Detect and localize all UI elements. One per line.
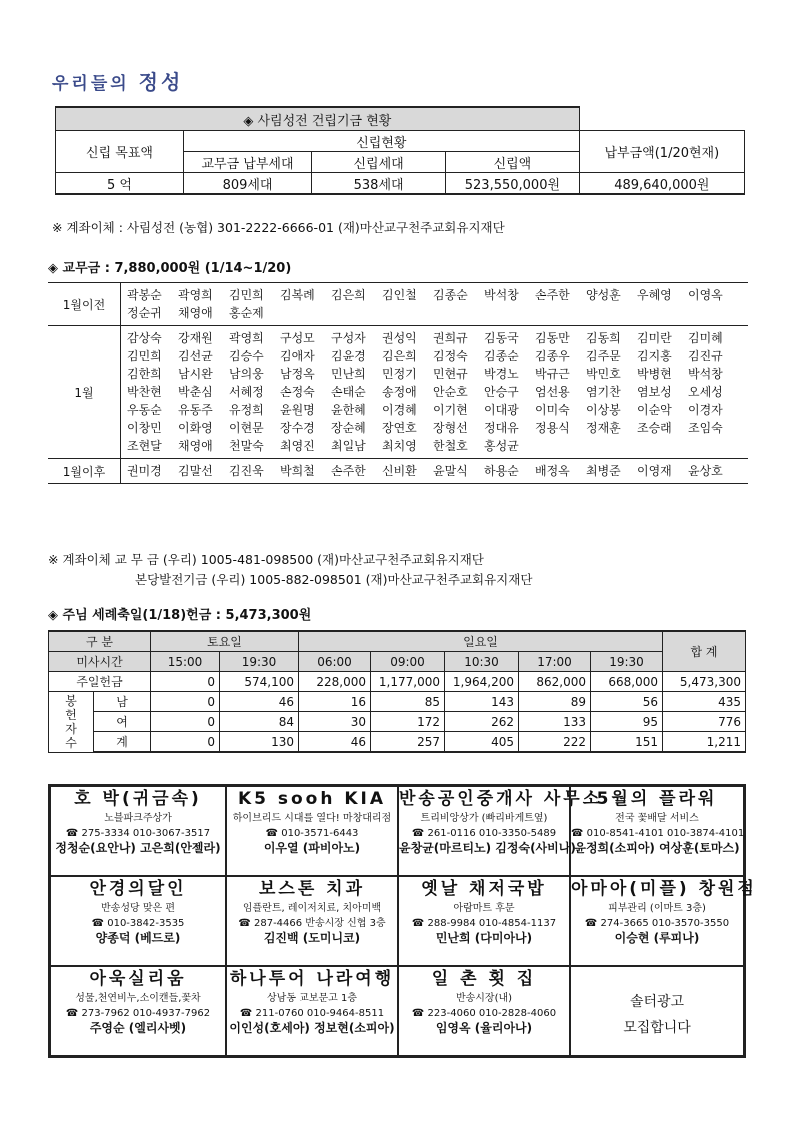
ad-name: K5 sooh KIA (237, 789, 387, 809)
donor-name: 이영옥 (688, 288, 723, 302)
sum-cell: 257 (371, 732, 445, 753)
donor-name: 이화영 (178, 421, 213, 435)
offering-cell: 574,100 (220, 672, 299, 692)
donor-name: 유동주 (178, 403, 213, 417)
male-cell: 46 (220, 692, 299, 712)
donor-name: 장순혜 (331, 421, 366, 435)
female-label: 여 (94, 712, 151, 732)
page-title-emphasis: 정성 (138, 70, 184, 94)
sum-cell: 130 (220, 732, 299, 753)
ad-owner: 윤창균(마르티노) 김정숙(사비나) (399, 841, 576, 855)
donor-name: 이현문 (229, 421, 264, 435)
ad-name: 옛날 채저국밥 (421, 879, 547, 899)
ad-line: 반송성당 맞은 편 (101, 903, 175, 914)
ad-owner: 양종덕 (베드로) (95, 931, 181, 945)
donor-name: 이상봉 (586, 403, 621, 417)
male-cell: 0 (151, 692, 220, 712)
donor-name: 박석창 (484, 288, 519, 302)
female-cell: 84 (220, 712, 299, 732)
female-cell: 95 (591, 712, 663, 732)
donor-name: 유정희 (229, 403, 264, 417)
donor-name: 송정애 (382, 385, 417, 399)
donor-name: 장수경 (280, 421, 315, 435)
sum-cell: 405 (445, 732, 519, 753)
donor-name: 손주한 (535, 288, 570, 302)
fund-target-value: 5 억 (56, 173, 184, 195)
donor-name: 곽영희 (178, 288, 213, 302)
offering-cell: 1,964,200 (445, 672, 519, 692)
female-cell: 30 (299, 712, 371, 732)
ad-line: 피부관리 (이마트 3층) (608, 903, 706, 914)
female-total: 776 (663, 712, 746, 732)
mass-time: 19:30 (591, 652, 663, 672)
donor-name: 김한희 (127, 367, 162, 381)
donor-name: 윤원명 (280, 403, 315, 417)
monthly-offering-table (48, 282, 748, 484)
offering-row (49, 672, 746, 692)
donor-name: 양성훈 (586, 288, 621, 302)
donor-name: 신비환 (382, 464, 417, 478)
ad-card (226, 786, 398, 876)
donor-name: 김지홍 (637, 349, 672, 363)
fund-sub-households: 교무금 납부세대 (183, 152, 311, 173)
ad-card (50, 966, 226, 1056)
fund-paid-value: 489,640,000원 (579, 173, 744, 195)
donor-name: 이창민 (127, 421, 162, 435)
mass-heading: ◈ 주님 세례축일(1/18)헌금 : 5,473,300원 (48, 608, 312, 623)
ad-line: ☎ 287-4466 반송시장 신협 3층 (238, 918, 386, 929)
group-label: 1월이후 (48, 459, 121, 484)
ad-line: ☎ 261-0116 010-3350-5489 (411, 828, 557, 839)
donor-name: 감상숙 (127, 331, 162, 345)
mass-h-saturday: 토요일 (151, 631, 299, 652)
ad-line: ☎ 288-9984 010-4854-1137 (411, 918, 557, 929)
ad-owner: 이승현 (루피나) (614, 931, 700, 945)
donor-name: 곽봉순 (127, 288, 162, 302)
ad-owner: 이우열 (파비아노) (263, 841, 361, 855)
ad-line: 성물,천연비누,소이캔들,꽃차 (75, 993, 201, 1004)
mass-h-total: 합 계 (663, 631, 746, 672)
offering-label: 주일헌금 (49, 672, 151, 692)
donor-name: 김애자 (280, 349, 315, 363)
offering-cell: 668,000 (591, 672, 663, 692)
donor-name: 채영애 (178, 306, 213, 320)
transfer-line-2: 본당발전기금 (우리) 1005-882-098501 (재)마산교구천주교회유지재단 (135, 572, 533, 587)
ad-line: ☎ 273-7962 010-4937-7962 (65, 1008, 211, 1019)
sum-row (49, 732, 746, 753)
offering-cell: 1,177,000 (371, 672, 445, 692)
mass-h-section: 구 분 (49, 631, 151, 652)
donor-name: 최치영 (382, 439, 417, 453)
donor-name: 권미경 (127, 464, 162, 478)
donor-name: 장형선 (433, 421, 468, 435)
offering-total: 5,473,300 (663, 672, 746, 692)
mass-h-sunday: 일요일 (299, 631, 663, 652)
sum-total: 1,211 (663, 732, 746, 753)
donor-name: 김승수 (229, 349, 264, 363)
fund-sub-amount: 신립액 (446, 152, 580, 173)
group-row (48, 326, 748, 459)
group-names (121, 459, 749, 484)
donor-name: 손태순 (331, 385, 366, 399)
page-title-prefix: 우리들의 (52, 74, 130, 94)
donor-name: 이순악 (637, 403, 672, 417)
ad-line: ☎ 211-0760 010-9464-8511 (239, 1008, 385, 1019)
donor-name: 박찬현 (127, 385, 162, 399)
sum-cell: 151 (591, 732, 663, 753)
donor-name: 박희철 (280, 464, 315, 478)
donor-name: 김윤경 (331, 349, 366, 363)
mass-offering-table (48, 630, 746, 753)
donor-name: 장연호 (382, 421, 417, 435)
donor-name: 이경자 (688, 403, 723, 417)
donor-name: 박경노 (484, 367, 519, 381)
sum-label: 계 (94, 732, 151, 753)
donor-name: 이영재 (637, 464, 672, 478)
donor-name: 김주문 (586, 349, 621, 363)
donor-name: 조임숙 (688, 421, 723, 435)
female-cell: 133 (519, 712, 591, 732)
male-cell: 143 (445, 692, 519, 712)
donor-name: 김선균 (178, 349, 213, 363)
ad-card (50, 786, 226, 876)
ad-card (570, 966, 744, 1056)
donor-name: 김동국 (484, 331, 519, 345)
transfer-line-1: ※ 계좌이체 교 무 금 (우리) 1005-481-098500 (재)마산교구천주교회유지재단 (48, 552, 484, 567)
ad-line: 하이브리드 시대를 열다! 마창대리점 (232, 813, 392, 824)
mass-time: 10:30 (445, 652, 519, 672)
donor-name: 민난희 (331, 367, 366, 381)
ad-name: 아마아(미플) 창원점 (571, 879, 757, 899)
fund-sub-sign: 신립세대 (312, 152, 446, 173)
donor-name: 배정옥 (535, 464, 570, 478)
donor-name: 정재훈 (586, 421, 621, 435)
donor-name: 정순귀 (127, 306, 162, 320)
ad-line: ☎ 275-3334 010-3067-3517 (65, 828, 211, 839)
donor-name: 남시완 (178, 367, 213, 381)
fund-col-status: 신립현황 (183, 131, 579, 152)
ad-line: 아람마트 후문 (453, 903, 515, 914)
donor-name: 남정옥 (280, 367, 315, 381)
group-label: 1월이전 (48, 283, 121, 326)
male-cell: 89 (519, 692, 591, 712)
group-label: 1월 (48, 326, 121, 459)
ad-line: 모집합니다 (623, 1020, 691, 1036)
donor-name: 천말숙 (229, 439, 264, 453)
ad-owner: 김진백 (도미니코) (263, 931, 361, 945)
ad-card (398, 786, 603, 876)
donor-name: 오세성 (688, 385, 723, 399)
donor-name: 김말선 (178, 464, 213, 478)
donor-name: 김진규 (688, 349, 723, 363)
mass-time: 06:00 (299, 652, 371, 672)
donor-name: 정대유 (484, 421, 519, 435)
mass-time: 19:30 (220, 652, 299, 672)
donor-name: 권희규 (433, 331, 468, 345)
ad-card (226, 966, 398, 1056)
donor-name: 엄선용 (535, 385, 570, 399)
donor-name: 김민희 (229, 288, 264, 302)
donor-name: 구성모 (280, 331, 315, 345)
ad-card (50, 876, 226, 966)
donor-name: 이미숙 (535, 403, 570, 417)
ad-line: 노블파크주상가 (104, 813, 172, 824)
donor-name: 김종우 (535, 349, 570, 363)
donor-name: 박석창 (688, 367, 723, 381)
offering-cell: 0 (151, 672, 220, 692)
donor-name: 안순호 (433, 385, 468, 399)
fund-col-paid: 납부금액(1/20현재) (579, 131, 744, 173)
ad-card (570, 786, 744, 876)
sum-cell: 46 (299, 732, 371, 753)
ad-line: 임플란트, 레이저치료, 치아미백 (242, 903, 382, 914)
donor-name: 김종순 (433, 288, 468, 302)
ad-line: ☎ 010-3842-3535 (91, 918, 185, 929)
ad-name: 일 촌 횟 집 (431, 969, 537, 989)
ad-line: 전국 꽃배달 서비스 (615, 813, 699, 824)
donor-name: 박규근 (535, 367, 570, 381)
ad-line: ☎ 010-3571-6443 (265, 828, 359, 839)
donor-name: 서혜정 (229, 385, 264, 399)
donor-name: 김인철 (382, 288, 417, 302)
group-names (121, 283, 749, 326)
donor-name: 민정기 (382, 367, 417, 381)
fund-status-table (55, 106, 745, 195)
mass-time: 09:00 (371, 652, 445, 672)
offering-cell: 228,000 (299, 672, 371, 692)
donor-name: 민현규 (433, 367, 468, 381)
donor-name: 손주한 (331, 464, 366, 478)
donor-name: 홍순제 (229, 306, 264, 320)
donor-name: 하용순 (484, 464, 519, 478)
donor-name: 이대광 (484, 403, 519, 417)
ad-name: 안경의달인 (89, 879, 187, 899)
donor-name: 김진욱 (229, 464, 264, 478)
donor-name: 이경혜 (382, 403, 417, 417)
ad-owner: 임영옥 (율리아나) (435, 1021, 533, 1035)
donor-name: 김미혜 (688, 331, 723, 345)
ad-line: 솔터광고 (629, 994, 685, 1010)
donor-name: 김은희 (331, 288, 366, 302)
fund-heading: ◈ 사림성전 건립기금 현황 (56, 107, 580, 131)
donor-name: 최영진 (280, 439, 315, 453)
ad-line: 상남동 교보문고 1층 (267, 993, 357, 1004)
ad-line: ☎ 010-8541-4101 010-3874-4101 (571, 828, 745, 839)
donor-name: 우혜영 (637, 288, 672, 302)
fund-amount-value: 523,550,000원 (446, 173, 580, 195)
ad-name: 하나투어 나라여행 (229, 969, 395, 989)
male-cell: 56 (591, 692, 663, 712)
ad-line: 트리비앙상가 (빠리바게트옆) (420, 813, 548, 824)
male-cell: 16 (299, 692, 371, 712)
mass-h-time: 미사시간 (49, 652, 151, 672)
ad-owner: 주영순 (엘리사벳) (89, 1021, 187, 1035)
donor-name: 권성익 (382, 331, 417, 345)
donor-name: 김복례 (280, 288, 315, 302)
fund-sign-value: 538세대 (312, 173, 446, 195)
male-total: 435 (663, 692, 746, 712)
donor-name: 박병현 (637, 367, 672, 381)
ad-name: 보스톤 치과 (258, 879, 366, 899)
account-note: ※ 계좌이체 : 사림성전 (농협) 301-2222-6666-01 (재)마산교구천주교회유지재단 (52, 220, 505, 235)
ad-line: 반송시장(내) (455, 993, 513, 1004)
donor-name: 박민호 (586, 367, 621, 381)
donor-name: 김동희 (586, 331, 621, 345)
female-cell: 262 (445, 712, 519, 732)
donor-name: 조승래 (637, 421, 672, 435)
donor-name: 조현달 (127, 439, 162, 453)
ad-name: 반송공인중개사 사무소 (399, 789, 603, 809)
donor-name: 한철호 (433, 439, 468, 453)
male-row (49, 692, 746, 712)
donor-name: 김정숙 (433, 349, 468, 363)
group-names (121, 326, 749, 459)
offering-cell: 862,000 (519, 672, 591, 692)
ad-card (398, 876, 570, 966)
donor-name: 정용식 (535, 421, 570, 435)
fund-households-value: 809세대 (183, 173, 311, 195)
donor-name: 김미란 (637, 331, 672, 345)
donor-name: 구성자 (331, 331, 366, 345)
donor-name: 최병준 (586, 464, 621, 478)
ad-card (226, 876, 398, 966)
group-row (48, 459, 748, 484)
donor-name: 윤말식 (433, 464, 468, 478)
donor-name: 윤한혜 (331, 403, 366, 417)
donor-name: 남의웅 (229, 367, 264, 381)
ad-owner: 민난희 (다미아나) (435, 931, 533, 945)
ad-name: 호 박(귀금속) (74, 789, 202, 809)
donor-name: 김은희 (382, 349, 417, 363)
page-title (52, 66, 183, 95)
donor-name: 최일남 (331, 439, 366, 453)
female-row (49, 712, 746, 732)
donor-name: 염기찬 (586, 385, 621, 399)
male-cell: 85 (371, 692, 445, 712)
server-label: 봉 헌 자 수 (49, 692, 94, 753)
donor-name: 윤상호 (688, 464, 723, 478)
fund-col-target: 신립 목표액 (56, 131, 184, 173)
ad-card (398, 966, 570, 1056)
ad-line: ☎ 223-4060 010-2828-4060 (411, 1008, 557, 1019)
sum-cell: 0 (151, 732, 220, 753)
donor-name: 염보성 (637, 385, 672, 399)
female-cell: 0 (151, 712, 220, 732)
ad-owner: 정청순(요안나) 고은희(안젤라) (55, 841, 221, 855)
monthly-heading: ◈ 교무금 : 7,880,000원 (1/14~1/20) (48, 261, 292, 276)
ad-card (570, 876, 757, 966)
male-label: 남 (94, 692, 151, 712)
ad-name: 5월의 플라워 (596, 789, 718, 809)
ad-name: 아욱실리움 (89, 969, 187, 989)
donor-name: 곽영희 (229, 331, 264, 345)
donor-name: 이기현 (433, 403, 468, 417)
female-cell: 172 (371, 712, 445, 732)
donor-name: 안승구 (484, 385, 519, 399)
mass-time: 17:00 (519, 652, 591, 672)
donor-name: 우동순 (127, 403, 162, 417)
ad-owner: 이인성(호세아) 정보현(소피아) (229, 1021, 395, 1035)
ad-line: ☎ 274-3665 010-3570-3550 (584, 918, 730, 929)
donor-name: 김민희 (127, 349, 162, 363)
donor-name: 김종순 (484, 349, 519, 363)
donor-name: 홍성균 (484, 439, 519, 453)
donor-name: 손정숙 (280, 385, 315, 399)
mass-time: 15:00 (151, 652, 220, 672)
group-row (48, 283, 748, 326)
donor-name: 김동만 (535, 331, 570, 345)
ad-owner: 윤정희(소피아) 여상훈(토마스) (574, 841, 740, 855)
donor-name: 박춘심 (178, 385, 213, 399)
donor-name: 채영애 (178, 439, 213, 453)
donor-name: 강재원 (178, 331, 213, 345)
ads-grid (48, 784, 757, 1058)
sum-cell: 222 (519, 732, 591, 753)
